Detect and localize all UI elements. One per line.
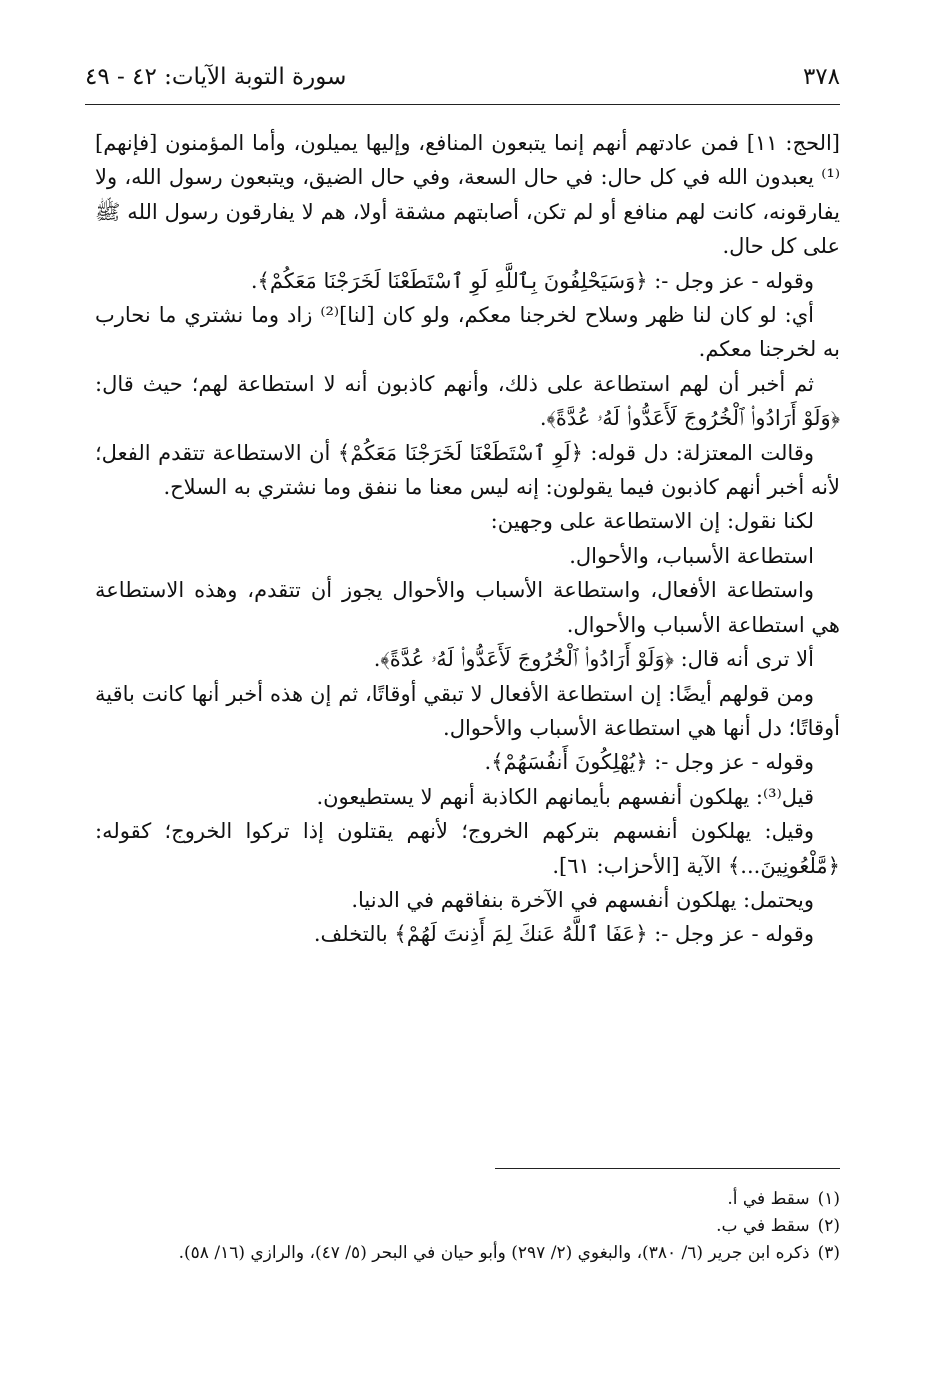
paragraph: وقيل: يهلكون أنفسهم بتركهم الخروج؛ لأنهم يقتلون إذا تركوا الخروج؛ كقوله: ﴿مَّلْعُونِينَ...﴾ الآية [الأحزاب: ٦١]. xyxy=(95,819,840,878)
footnote-rule xyxy=(495,1168,840,1169)
paragraph: وقوله - عز وجل -: ﴿يُهْلِكُونَ أَنفُسَهُمْ﴾. xyxy=(484,750,814,775)
paragraph: وقالت المعتزلة: دل قوله: ﴿لَوِ ٱسْتَطَعْنَا لَخَرَجْنَا مَعَكُمْ﴾ أن الاستطاعة تتقدم الفعل؛ لأنه أخبر أنهم كاذبون فيما يقولون: إنه ليس معنا ما ننفق وما نشتري به السلاح. xyxy=(95,440,840,500)
header-rule xyxy=(85,104,840,105)
footnote-number: (٢) xyxy=(817,1216,840,1236)
paragraph: وقوله - عز وجل -: ﴿عَفَا ٱللَّهُ عَنكَ لِمَ أَذِنتَ لَهُمْ﴾ بالتخلف. xyxy=(313,922,814,947)
footnote xyxy=(95,1213,840,1240)
footnotes xyxy=(95,1186,840,1267)
paragraph: [الحج: ١١] فمن عادتهم أنهم إنما يتبعون المنافع، وإليها يميلون، وأما المؤمنون [فإنهم]⁽¹⁾ يعبدون الله في كل حال: في حال السعة، وفي حال الضيق، ويتبعون رسول الله، ولا يفارقونه، كانت لهم منافع أو لم تكن، أصابتهم مشقة أولا، هم لا يفارقون رسول الله ﷺ على كل حال. xyxy=(95,131,840,259)
footnote xyxy=(95,1240,840,1267)
footnote xyxy=(95,1186,840,1213)
paragraph: ألا ترى أنه قال: ﴿وَلَوْ أَرَادُوا۟ ٱلْخُرُوجَ لَأَعَدُّوا۟ لَهُۥ عُدَّةً﴾. xyxy=(373,647,814,672)
paragraph: لكنا نقول: إن الاستطاعة على وجهين: xyxy=(490,509,814,534)
paragraph: وقوله - عز وجل -: ﴿وَسَيَحْلِفُونَ بِٱللَّهِ لَوِ ٱسْتَطَعْنَا لَخَرَجْنَا مَعَكُمْ﴾. xyxy=(250,268,814,293)
book-page xyxy=(85,60,840,1360)
page-header xyxy=(85,60,840,104)
footnote-text: سقط في أ. xyxy=(727,1189,810,1209)
paragraph: ويحتمل: يهلكون أنفسهم في الآخرة بنفاقهم في الدنيا. xyxy=(351,887,814,912)
running-title: سورة التوبة الآيات: ٤٢ - ٤٩ xyxy=(85,64,347,90)
body-text xyxy=(95,126,840,952)
paragraph: ومن قولهم أيضًا: إن استطاعة الأفعال لا تبقي أوقاتًا، ثم إن هذه أخبر أنها كانت باقية أوقاتًا؛ دل أنها هي استطاعة الأسباب والأحوال. xyxy=(95,681,840,740)
paragraph: قيل⁽³⁾: يهلكون أنفسهم بأيمانهم الكاذبة أنهم لا يستطيعون. xyxy=(316,784,814,809)
paragraph: ثم أخبر أن لهم استطاعة على ذلك، وأنهم كاذبون أنه لا استطاعة لهم؛ حيث قال: ﴿وَلَوْ أَرَادُوا۟ ٱلْخُرُوجَ لَأَعَدُّوا۟ لَهُۥ عُدَّةً﴾. xyxy=(95,371,840,431)
footnote-text: سقط في ب. xyxy=(716,1216,810,1236)
paragraph: واستطاعة الأفعال، واستطاعة الأسباب والأحوال يجوز أن تتقدم، وهذه الاستطاعة هي استطاعة الأسباب والأحوال. xyxy=(95,578,840,637)
page-number: ٣٧٨ xyxy=(802,64,840,90)
paragraph: استطاعة الأسباب، والأحوال. xyxy=(569,543,814,568)
footnote-text: ذكره ابن جرير (٦/ ٣٨٠)، والبغوي (٢/ ٢٩٧) وأبو حيان في البحر (٥/ ٤٧)، والرازي (١٦/ ٥٨). xyxy=(178,1243,810,1263)
paragraph: أي: لو كان لنا ظهر وسلاح لخرجنا معكم، ولو كان [لنا]⁽²⁾ زاد وما نشتري ما نحارب به لخرجنا معكم. xyxy=(95,303,840,362)
footnote-number: (١) xyxy=(817,1189,840,1209)
footnote-number: (٣) xyxy=(817,1243,840,1263)
